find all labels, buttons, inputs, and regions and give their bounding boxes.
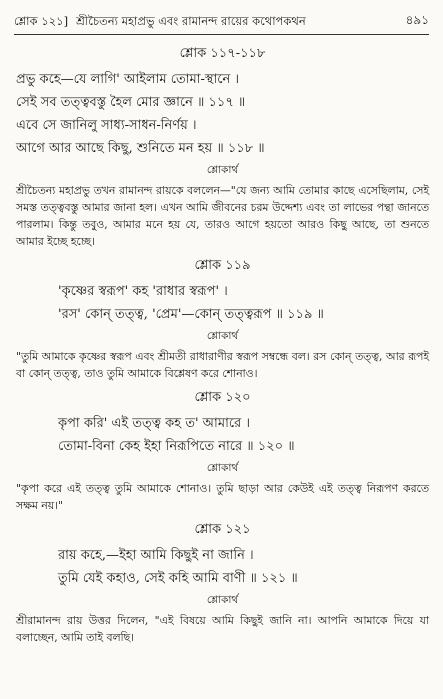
- translation-heading: শ্লোকার্থ: [206, 594, 239, 606]
- section-121: [16, 520, 429, 646]
- verse-line: 'রস' কোন্ তত্ত্ব, 'প্রেম'—কোন্ তত্ত্বরূপ ॥ ১১৯ ॥: [58, 307, 324, 322]
- verse-heading: শ্লোক ১১৭-১১৮: [179, 46, 266, 61]
- running-header: [14, 10, 429, 32]
- verse-line: আগে আর আছে কিছু, শুনিতে মন হয় ॥ ১১৮ ॥: [16, 141, 265, 156]
- verse-line: রায় কহে,—ইহা আমি কিছুই না জানি ।: [58, 548, 254, 563]
- translation-heading: শ্লোকার্থ: [206, 164, 239, 176]
- translation-text: শ্রীরামানন্দ রায় উত্তর দিলেন, "এই বিষয়ে আমি কিছুই জানি না। আপনি আমাকে দিয়ে যা বলাচ্ছেন, আমি তাই বলছি।: [16, 614, 429, 644]
- header-chapter-title: শ্রীচৈতন্য মহাপ্রভু এবং রামানন্দ রায়ের কথোপকথন: [76, 14, 306, 28]
- header-rule: [14, 34, 429, 35]
- header-verse-range: শ্লোক ১২১]: [14, 14, 69, 28]
- verse-line: 'কৃষ্ণের স্বরূপ' কহ 'রাধার স্বরূপ' ।: [58, 284, 228, 299]
- section-117-118: [16, 44, 429, 250]
- page-content: [16, 40, 429, 652]
- verse-line: তুমি যেই কহাও, সেই কহি আমি বাণী ॥ ১২১ ॥: [58, 571, 298, 586]
- verse-line: প্রভু কহে—যে লাগি' আইলাম তোমা-স্থানে ।: [16, 72, 240, 87]
- verse-line: এবে সে জানিলু সাধ্য-সাধন-নির্ণয় ।: [16, 118, 197, 133]
- section-120: [16, 388, 429, 514]
- verse-heading: শ্লোক ১১৯: [194, 258, 251, 273]
- verse-line: তোমা-বিনা কেহ ইহা নিরূপিতে নারে ॥ ১২০ ॥: [58, 439, 295, 454]
- section-119: [16, 256, 429, 382]
- verse-heading: শ্লোক ১২১: [194, 522, 251, 537]
- verse-line: সেই সব তত্ত্ববস্তু হৈল মোর জ্ঞানে ॥ ১১৭ ॥: [16, 95, 246, 110]
- translation-text: শ্রীচৈতন্য মহাপ্রভু তখন রামানন্দ রায়কে বললেন—"যে জন্য আমি তোমার কাছে এসেছিলাম, সেই সমস্ত তত্ত্ববস্তু আমার জানা হল। এখন আমি জীবনের চরম উদ্দেশ্য এবং তা লাভের পন্থা জানতে পারলাম। কিন্তু তবুও, আমার মনে হয় যে, তারও আগে হয়তো আরও কিছু আছে, তা শুনতে আমার ইচ্ছে হচ্ছে।: [16, 184, 429, 248]
- translation-heading: শ্লোকার্থ: [206, 462, 239, 474]
- page-number: ৪৯১: [405, 13, 429, 27]
- verse-line: কৃপা করি' এই তত্ত্ব কহ ত' আমারে ।: [58, 416, 250, 431]
- translation-text: "তুমি আমাকে কৃষ্ণের স্বরূপ এবং শ্রীমতী রাধারাণীর স্বরূপ সম্বন্ধে বল। রস কোন্ তত্ত্ব, আর রূপই বা কোন্ তত্ত্ব, তাও তুমি আমাকে বিশ্লেষণ করে শোনাও।: [16, 350, 429, 380]
- translation-heading: শ্লোকার্থ: [206, 330, 239, 342]
- translation-text: "কৃপা করে এই তত্ত্ব তুমি আমাকে শোনাও। তুমি ছাড়া আর কেউই এই তত্ত্ব নিরূপণ করতে সক্ষম নয়।": [16, 482, 429, 512]
- verse-heading: শ্লোক ১২০: [194, 390, 251, 405]
